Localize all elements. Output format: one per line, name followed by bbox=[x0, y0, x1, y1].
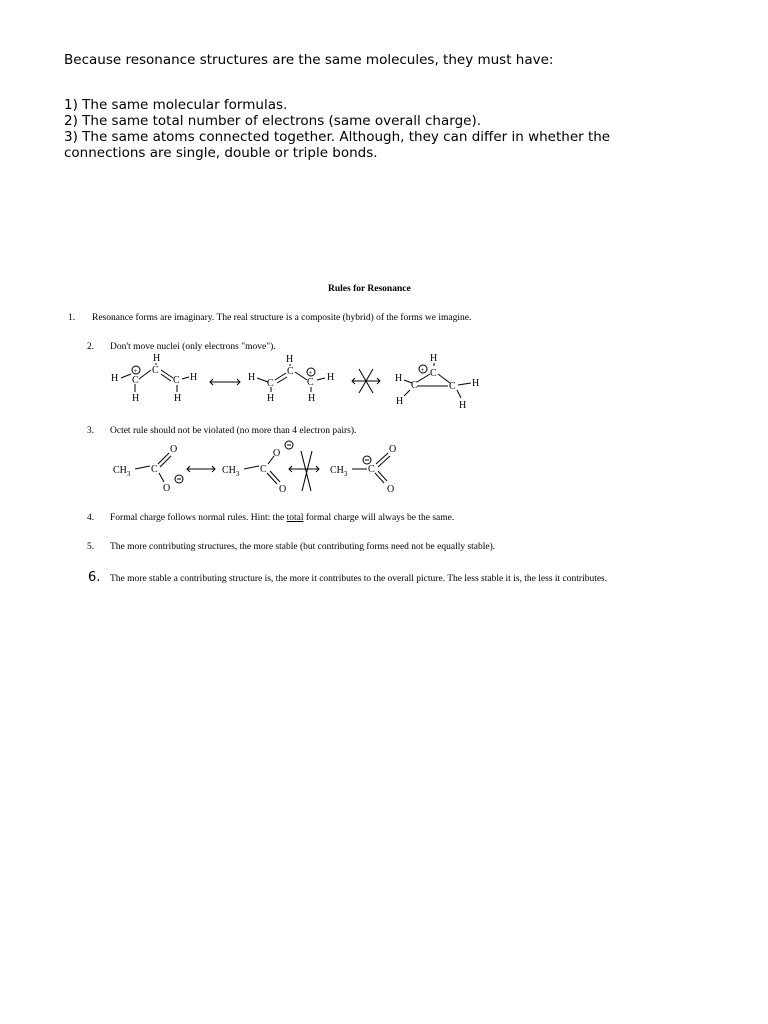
double-bond bbox=[267, 473, 277, 484]
atom-o: O bbox=[163, 483, 171, 494]
atom-c: C bbox=[132, 375, 139, 386]
atom-h: H bbox=[430, 353, 438, 364]
point-2: 2) The same total number of electrons (same overall charge). bbox=[64, 113, 482, 129]
atom-h: H bbox=[395, 373, 403, 384]
atom-h: H bbox=[111, 373, 119, 384]
point-3-continued: connections are single, double or triple bonds. bbox=[64, 145, 378, 161]
octet-rule-diagram bbox=[105, 436, 415, 498]
atom-c: C bbox=[173, 375, 180, 386]
atom-c: C bbox=[152, 365, 159, 376]
rule-5-number: 5. bbox=[87, 542, 95, 552]
double-bond bbox=[378, 471, 387, 481]
double-bond bbox=[378, 456, 390, 467]
atom-h: H bbox=[286, 354, 294, 365]
emphasis-total: total bbox=[286, 513, 304, 523]
bond bbox=[317, 378, 325, 380]
rule-3-number: 3. bbox=[87, 426, 95, 436]
rule-4-number: 4. bbox=[87, 513, 95, 523]
atom-o: O bbox=[389, 444, 397, 455]
atom-h: H bbox=[248, 372, 256, 383]
double-bond bbox=[375, 473, 384, 483]
bond bbox=[121, 374, 131, 378]
bond bbox=[457, 390, 461, 398]
atom-c: C bbox=[449, 381, 456, 392]
atom-h: H bbox=[396, 396, 404, 407]
rule-6-text: The more stable a contributing structure is, the more it contributes to the overall picture. The less stable it is, the less it contributes. bbox=[110, 574, 608, 584]
atom-h: H bbox=[308, 393, 316, 404]
double-bond bbox=[160, 456, 171, 467]
charge-plus: + bbox=[308, 369, 313, 377]
double-bond bbox=[376, 453, 388, 464]
charge-plus: + bbox=[420, 366, 425, 374]
atom-h: H bbox=[190, 372, 198, 383]
methyl-group: $CH_3$ bbox=[113, 465, 131, 478]
bond bbox=[295, 372, 307, 380]
rule-4-text: Formal charge follows normal rules. Hint: the total formal charge will always be the same. bbox=[110, 513, 455, 523]
point-3: 3) The same atoms connected together. Although, they can differ in whether the bbox=[64, 129, 611, 145]
atom-c: C bbox=[287, 366, 294, 377]
bond bbox=[244, 466, 259, 469]
atom-o: O bbox=[279, 484, 287, 495]
bond bbox=[135, 466, 150, 469]
atom-h: H bbox=[472, 378, 480, 389]
atom-o: O bbox=[387, 484, 395, 495]
atom-h: H bbox=[132, 393, 140, 404]
allyl-cation-diagram bbox=[105, 352, 505, 412]
atom-c: C bbox=[411, 380, 418, 391]
atom-c: C bbox=[151, 464, 158, 475]
atom-c: C bbox=[260, 464, 267, 475]
bond bbox=[159, 473, 164, 482]
atom-c: C bbox=[368, 464, 375, 475]
methyl-group: $CH_3$ bbox=[222, 465, 240, 478]
intro-text: Because resonance structures are the same molecules, they must have: bbox=[64, 52, 554, 68]
cross-line bbox=[301, 451, 311, 491]
rule-2-text: Don't move nuclei (only electrons "move"). bbox=[110, 342, 276, 352]
atom-o: O bbox=[273, 448, 281, 459]
rule-1-number: 1. bbox=[68, 313, 76, 323]
bond bbox=[404, 390, 410, 396]
ring-bond bbox=[417, 374, 430, 382]
atom-o: O bbox=[170, 444, 178, 455]
atom-h: H bbox=[267, 393, 275, 404]
bond bbox=[182, 377, 189, 379]
rule-2-number: 2. bbox=[87, 342, 95, 352]
atom-c: C bbox=[267, 378, 274, 389]
bond bbox=[458, 383, 471, 385]
rule-3-text: Octet rule should not be violated (no more than 4 electron pairs). bbox=[110, 426, 357, 436]
rules-title: Rules for Resonance bbox=[328, 284, 411, 294]
atom-h: H bbox=[327, 372, 335, 383]
double-bond bbox=[158, 453, 169, 464]
point-1: 1) The same molecular formulas. bbox=[64, 97, 288, 113]
methyl-group: $CH_3$ bbox=[330, 465, 348, 478]
atom-c: C bbox=[430, 368, 437, 379]
atom-h: H bbox=[459, 400, 467, 411]
double-bond bbox=[161, 374, 171, 381]
double-bond bbox=[270, 471, 280, 482]
rule-1-text: Resonance forms are imaginary. The real structure is a composite (hybrid) of the forms we imagine. bbox=[92, 313, 472, 323]
atom-c: C bbox=[307, 377, 314, 388]
atom-h: H bbox=[153, 353, 161, 364]
double-bond bbox=[161, 370, 173, 378]
rule-6-number: 6. bbox=[88, 570, 101, 585]
bond bbox=[139, 370, 151, 379]
charge-plus: + bbox=[133, 367, 138, 375]
cross-line bbox=[302, 451, 312, 491]
rule-5-text: The more contributing structures, the more stable (but contributing forms need not be equally stable). bbox=[110, 542, 496, 552]
atom-h: H bbox=[174, 393, 182, 404]
